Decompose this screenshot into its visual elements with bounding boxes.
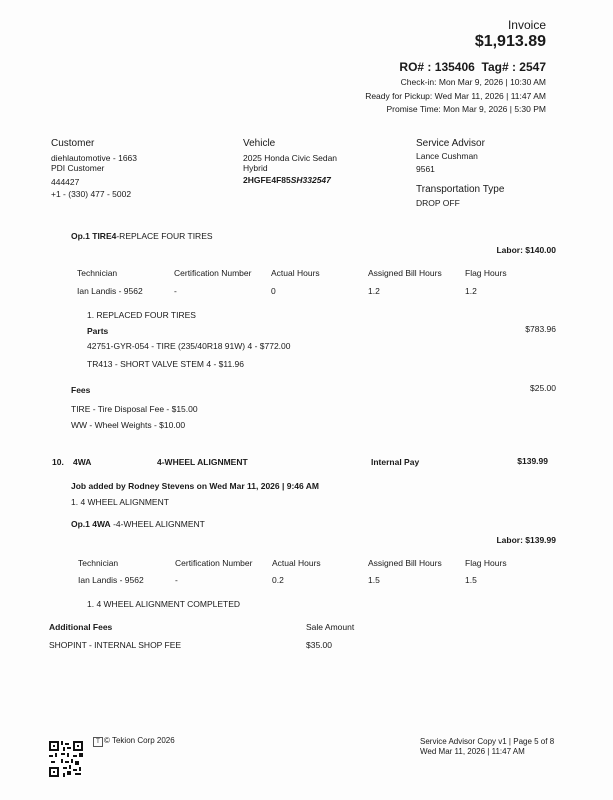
job-op-label: Op.1 4WA xyxy=(71,519,111,529)
job-actual-hours: 0.2 xyxy=(272,575,284,585)
op1-label: Op.1 TIRE4 xyxy=(71,231,117,241)
fee-item: TIRE - Tire Disposal Fee - $15.00 xyxy=(71,404,198,414)
op1-col-actual-hours: Actual Hours xyxy=(271,268,320,278)
vehicle-title: Vehicle xyxy=(243,138,276,149)
fee-item: WW - Wheel Weights - $10.00 xyxy=(71,420,186,430)
advisor-id: 9561 xyxy=(416,164,435,174)
job-flag-hours: 1.5 xyxy=(465,575,477,585)
job-col-actual-hours: Actual Hours xyxy=(272,558,321,568)
job-op-heading xyxy=(71,519,205,529)
job-labor: Labor: $139.99 xyxy=(496,535,556,545)
job-col-flag-hours: Flag Hours xyxy=(465,558,507,568)
op1-heading xyxy=(71,231,213,241)
additional-fee-item: SHOPINT - INTERNAL SHOP FEE xyxy=(49,640,182,650)
advisor-name: Lance Cushman xyxy=(416,151,478,161)
vehicle-model: 2025 Honda Civic Sedan xyxy=(243,153,338,163)
additional-fee-amount: $35.00 xyxy=(306,640,332,650)
sale-amount-title: Sale Amount xyxy=(306,622,355,632)
op1-col-assigned-bill: Assigned Bill Hours xyxy=(368,268,442,278)
customer-id: 444427 xyxy=(51,177,80,187)
job-technician: Ian Landis - 9562 xyxy=(78,575,144,585)
transport-title: Transportation Type xyxy=(416,184,505,195)
footer-timestamp: Wed Mar 11, 2026 | 11:47 AM xyxy=(420,747,525,756)
doc-type: Invoice xyxy=(507,18,546,32)
op1-certification: - xyxy=(174,286,177,296)
op1-step: 1. REPLACED FOUR TIRES xyxy=(87,310,196,320)
invoice-total: $1,913.89 xyxy=(474,33,546,50)
job-pay-type: Internal Pay xyxy=(371,457,420,467)
customer-type: PDI Customer xyxy=(51,163,105,173)
ro-number: 135406 xyxy=(434,60,475,74)
op1-technician: Ian Landis - 9562 xyxy=(77,286,143,296)
job-concern: 1. 4 WHEEL ALIGNMENT xyxy=(71,497,169,507)
job-amount: $139.99 xyxy=(517,456,548,466)
advisor-title: Service Advisor xyxy=(416,138,485,149)
qr-code-icon xyxy=(49,741,83,777)
ro-tag-line xyxy=(399,60,546,74)
job-step: 1. 4 WHEEL ALIGNMENT COMPLETED xyxy=(87,599,241,609)
job-number: 10. xyxy=(52,457,64,467)
tekion-logo-icon: T xyxy=(93,737,103,747)
footer-copy-info: Service Advisor Copy v1 | Page 5 of 8 xyxy=(420,737,555,746)
op1-assigned-bill: 1.2 xyxy=(368,286,380,296)
vehicle-trim: Hybrid xyxy=(243,163,268,173)
vin-prefix: 2HGFE4F85 xyxy=(243,175,291,185)
op1-col-certification: Certification Number xyxy=(174,268,252,278)
op1-flag-hours: 1.2 xyxy=(465,286,477,296)
part-item: 42751-GYR-054 - TIRE (235/40R18 91W) 4 - $772.00 xyxy=(87,341,291,351)
customer-phone: +1 - (330) 477 - 5002 xyxy=(51,189,132,199)
vehicle-vin xyxy=(243,175,331,185)
op1-col-flag-hours: Flag Hours xyxy=(465,268,507,278)
job-op-desc: -4-WHEEL ALIGNMENT xyxy=(113,519,205,529)
op1-labor: Labor: $140.00 xyxy=(496,245,556,255)
tag-label: Tag# : xyxy=(481,60,516,74)
customer-name: diehlautomotive - 1663 xyxy=(51,153,138,163)
checkin-time: Check-in: Mon Mar 9, 2026 | 10:30 AM xyxy=(400,77,546,87)
job-col-assigned-bill: Assigned Bill Hours xyxy=(368,558,442,568)
additional-fees-title: Additional Fees xyxy=(49,622,113,632)
ready-time: Ready for Pickup: Wed Mar 11, 2026 | 11:47 AM xyxy=(365,91,546,101)
job-code: 4WA xyxy=(73,457,92,467)
tag-number: 2547 xyxy=(519,60,546,74)
job-col-certification: Certification Number xyxy=(175,558,253,568)
op1-actual-hours: 0 xyxy=(271,286,276,296)
job-col-technician: Technician xyxy=(78,558,119,568)
fees-total: $25.00 xyxy=(530,383,556,393)
parts-total: $783.96 xyxy=(525,324,556,334)
job-certification: - xyxy=(175,575,178,585)
fees-title: Fees xyxy=(71,385,91,395)
part-item: TR413 - SHORT VALVE STEM 4 - $11.96 xyxy=(87,359,244,369)
footer-copyright: © Tekion Corp 2026 xyxy=(104,736,175,745)
job-assigned-bill: 1.5 xyxy=(368,575,380,585)
job-added-by: Job added by Rodney Stevens on Wed Mar 11, 2026 | 9:46 AM xyxy=(71,481,320,491)
op1-col-technician: Technician xyxy=(77,268,118,278)
ro-label: RO# : xyxy=(399,60,432,74)
vin-suffix: SH332547 xyxy=(290,175,331,185)
op1-desc: -REPLACE FOUR TIRES xyxy=(116,231,213,241)
parts-title: Parts xyxy=(87,326,109,336)
job-name: 4-WHEEL ALIGNMENT xyxy=(157,457,248,467)
customer-title: Customer xyxy=(51,138,95,149)
promise-time: Promise Time: Mon Mar 9, 2026 | 5:30 PM xyxy=(386,104,546,114)
transport-type: DROP OFF xyxy=(416,198,460,208)
